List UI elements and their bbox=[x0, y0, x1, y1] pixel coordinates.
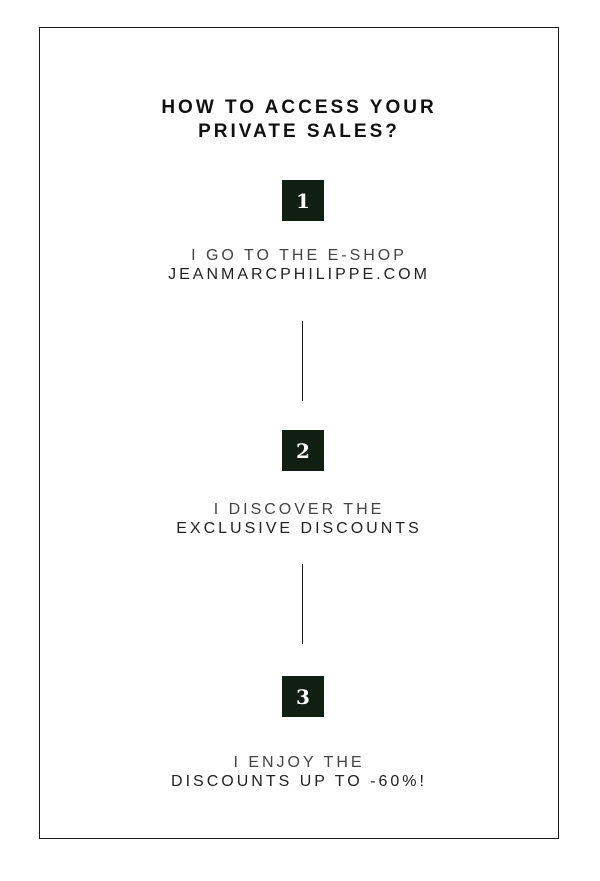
step-1-line-1: I GO TO THE E-SHOP bbox=[191, 247, 407, 264]
step-3-line-1: I ENJOY THE bbox=[233, 754, 365, 771]
step-connector-2 bbox=[302, 564, 303, 644]
step-3-text bbox=[40, 753, 558, 791]
title-line-2: PRIVATE SALES? bbox=[198, 121, 400, 142]
step-2-line-2: EXCLUSIVE DISCOUNTS bbox=[176, 520, 422, 537]
step-2-number: 2 bbox=[296, 438, 310, 463]
step-1-number-badge bbox=[282, 180, 324, 221]
step-2-line-1: I DISCOVER THE bbox=[213, 501, 385, 518]
step-3-line-2: DISCOUNTS UP TO -60%! bbox=[171, 773, 427, 790]
step-connector-1 bbox=[302, 321, 303, 401]
step-1-line-2: JEANMARCPHILIPPE.COM bbox=[168, 266, 430, 283]
info-card bbox=[39, 27, 559, 839]
step-2-text bbox=[40, 500, 558, 538]
step-3-number: 3 bbox=[296, 684, 310, 709]
title-line-1: HOW TO ACCESS YOUR bbox=[161, 97, 437, 118]
page-title bbox=[40, 96, 558, 144]
step-1-number: 1 bbox=[296, 188, 310, 213]
step-2-number-badge bbox=[282, 430, 324, 471]
step-1-text bbox=[40, 246, 558, 284]
step-3-number-badge bbox=[282, 676, 324, 717]
